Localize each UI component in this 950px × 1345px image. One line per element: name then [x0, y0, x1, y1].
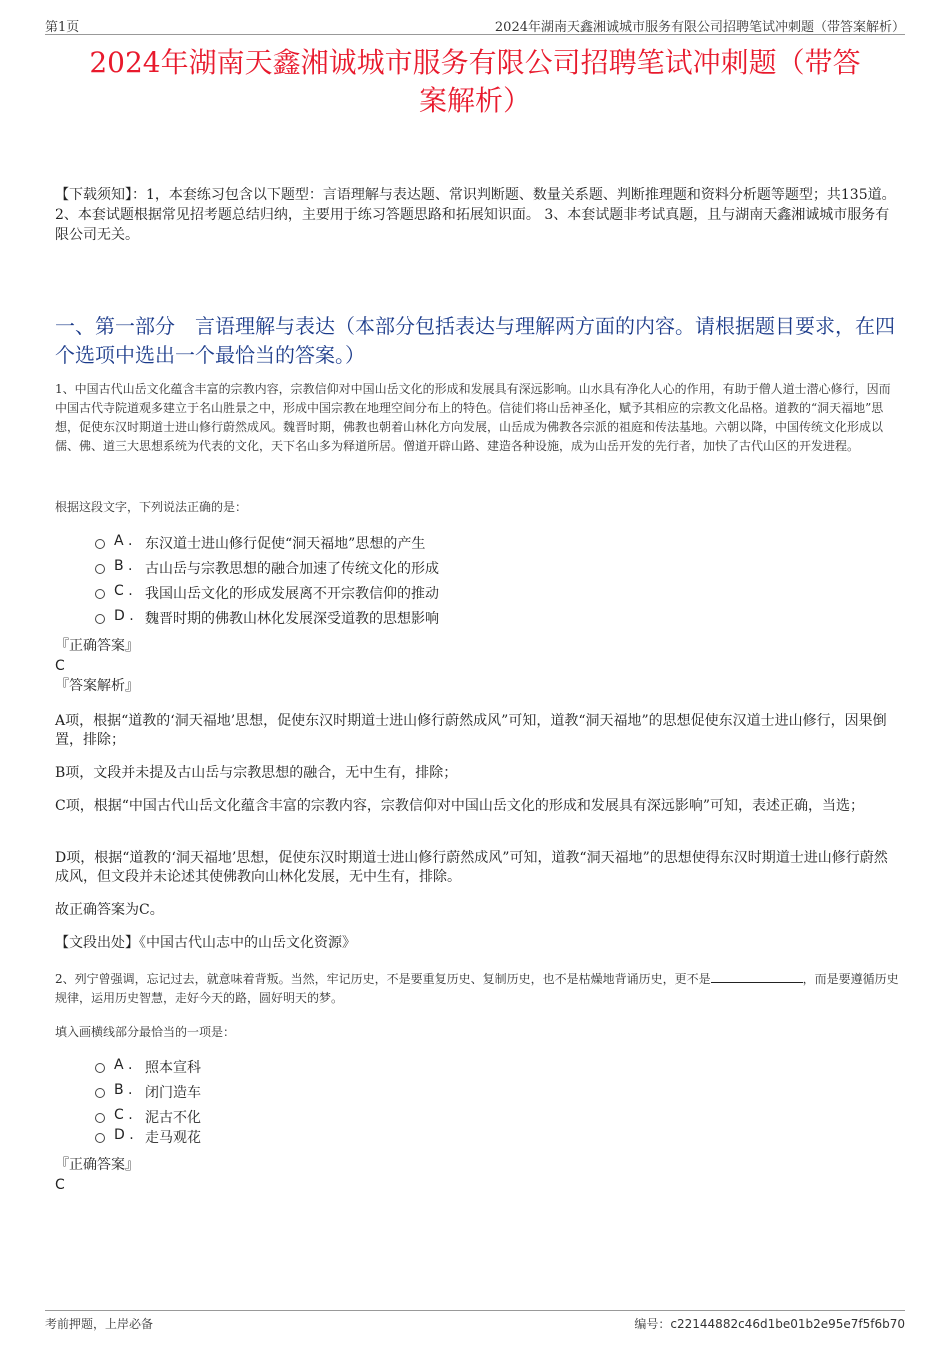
section-title: 一、第一部分 言语理解与表达（本部分包括表达与理解两方面的内容。请根据题目要求，在四个选项中选出一个最恰当的答案。） [55, 314, 895, 367]
option-letter: A . [114, 533, 133, 549]
q2-stem-after: ，而是要遵循历史规律，运用历史智慧，走好今天的路，圆好明天的梦。 [55, 972, 899, 1005]
code-label: 编号： [634, 1317, 671, 1331]
option-text: 走马观花 [145, 1130, 201, 1146]
q2-option-c[interactable] [95, 1107, 900, 1127]
option-letter: D . [114, 1127, 134, 1143]
option-letter: C . [114, 583, 133, 599]
option-text: 泥古不化 [145, 1110, 201, 1126]
option-letter: C . [114, 1107, 133, 1123]
footer-code [634, 1315, 905, 1332]
page-header [45, 14, 905, 35]
radio-icon[interactable] [95, 589, 105, 599]
q2-answer: C [55, 1177, 65, 1193]
footer-slogan: 考前押题，上岸必备 [45, 1317, 154, 1331]
option-text: 古山岳与宗教思想的融合加速了传统文化的形成 [145, 561, 439, 577]
q1-source [55, 934, 900, 953]
q1-analysis-a: A项，根据“道教的‘洞天福地’思想，促使东汉时期道士进山修行蔚然成风”可知，道教“洞天福地”的思想促使东汉道士进山修行，因果倒置，排除； [55, 713, 887, 748]
q1-analysis-d: D项，根据“道教的‘洞天福地’思想，促使东汉时期道士进山修行蔚然成风”可知，道教“洞天福地”的思想使得东汉时期道士进山修行蔚然成风，但文段并未论述其使佛教向山林化发展，无中生有，排除。 [55, 850, 888, 885]
q1-option-a[interactable] [95, 533, 900, 558]
q1-analysis-c: C项，根据“中国古代山岳文化蕴含丰富的宗教内容，宗教信仰对中国山岳文化的形成和发展具有深远影响”可知，表述正确，当选； [55, 798, 865, 814]
option-text: 东汉道士进山修行促使“洞天福地”思想的产生 [145, 536, 426, 552]
q1-option-b[interactable] [95, 558, 900, 583]
q2-stem [55, 970, 900, 1008]
q1-answer-label: 『正确答案』 [55, 638, 139, 654]
radio-icon[interactable] [95, 539, 105, 549]
option-text: 闭门造车 [145, 1085, 201, 1101]
q2-options [95, 1057, 900, 1152]
option-letter: B . [114, 558, 133, 574]
q2-answer-label: 『正确答案』 [55, 1157, 139, 1173]
q2-option-a[interactable] [95, 1057, 900, 1082]
q2-option-b[interactable] [95, 1082, 900, 1107]
radio-icon[interactable] [95, 564, 105, 574]
q1-options [95, 533, 900, 633]
option-letter: D . [114, 608, 134, 624]
q1-analysis-label: 『答案解析』 [55, 678, 139, 694]
page-number: 第1页 [45, 20, 80, 35]
q1-conclusion: 故正确答案为C。 [55, 902, 164, 918]
option-text: 照本宣科 [145, 1060, 201, 1076]
option-text: 魏晋时期的佛教山林化发展深受道教的思想影响 [145, 611, 439, 627]
title-line-1: 2024年湖南天鑫湘诚城市服务有限公司招聘笔试冲刺题（带答 [89, 46, 861, 79]
title-line-2: 案解析） [418, 84, 531, 117]
radio-icon[interactable] [95, 1133, 105, 1143]
source-text: 《中国古代山志中的山岳文化资源》 [139, 935, 356, 951]
radio-icon[interactable] [95, 1063, 105, 1073]
option-text: 我国山岳文化的形成发展离不开宗教信仰的推动 [145, 586, 439, 602]
code-value: c22144882c46d1be01b2e95e7f5f6b70 [670, 1317, 905, 1331]
q2-blank [711, 970, 803, 983]
document-title [50, 44, 900, 120]
source-label: 【文段出处】 [55, 935, 139, 951]
q1-analysis-b: B项，文段并未提及古山岳与宗教思想的融合，无中生有，排除； [55, 765, 458, 781]
radio-icon[interactable] [95, 614, 105, 624]
radio-icon[interactable] [95, 1088, 105, 1098]
q1-option-c[interactable] [95, 583, 900, 608]
q2-stem-before: 2、列宁曾强调，忘记过去，就意味着背叛。当然，牢记历史，不是要重复历史、复制历史，也不是枯燥地背诵历史，更不是 [55, 972, 711, 986]
notice-label: 【下载须知】 [55, 187, 132, 203]
q1-option-d[interactable] [95, 608, 900, 633]
radio-icon[interactable] [95, 1113, 105, 1123]
page-footer [45, 1310, 905, 1335]
download-notice [55, 185, 900, 245]
header-doc-title: 2024年湖南天鑫湘诚城市服务有限公司招聘笔试冲刺题（带答案解析） [494, 20, 905, 35]
q1-stem: 1、中国古代山岳文化蕴含丰富的宗教内容，宗教信仰对中国山岳文化的形成和发展具有深远影响。山水具有净化人心的作用，有助于僧人道士潜心修行，因而中国古代寺院道观多建立于名山胜景之中，形成中国宗教在地理空间分布上的特色。信徒们将山岳神圣化，赋予其相应的宗教文化品格。道教的“洞天福地”思想，促使东汉时期道士进山修行蔚然成风。魏晋时期，佛教也朝着山林化方向发展，山岳成为佛教各宗派的祖庭和传法基地。六朝以降，中国传统文化形成以儒、佛、道三大思想系统为代表的文化，天下名山多为释道所居。僧道开辟山路、建造各种设施，成为山岳开发的先行者，加快了古代山区的开发进程。 [55, 382, 891, 453]
q1-answer: C [55, 658, 65, 674]
option-letter: B . [114, 1082, 133, 1098]
option-letter: A . [114, 1057, 133, 1073]
q1-prompt: 根据这段文字，下列说法正确的是： [55, 500, 248, 514]
q2-option-d[interactable] [95, 1127, 900, 1152]
notice-text: ：1，本套练习包含以下题型：言语理解与表达题、常识判断题、数量关系题、判断推理题和资料分析题等题型；共135道。 2、本套试题根据常见招考题总结归纳，主要用于练习答题思路和拓展知识面。 3、本套试题非考试真题，且与湖南天鑫湘诚城市服务有限公司无关。 [55, 187, 896, 243]
q2-prompt: 填入画横线部分最恰当的一项是： [55, 1025, 236, 1039]
